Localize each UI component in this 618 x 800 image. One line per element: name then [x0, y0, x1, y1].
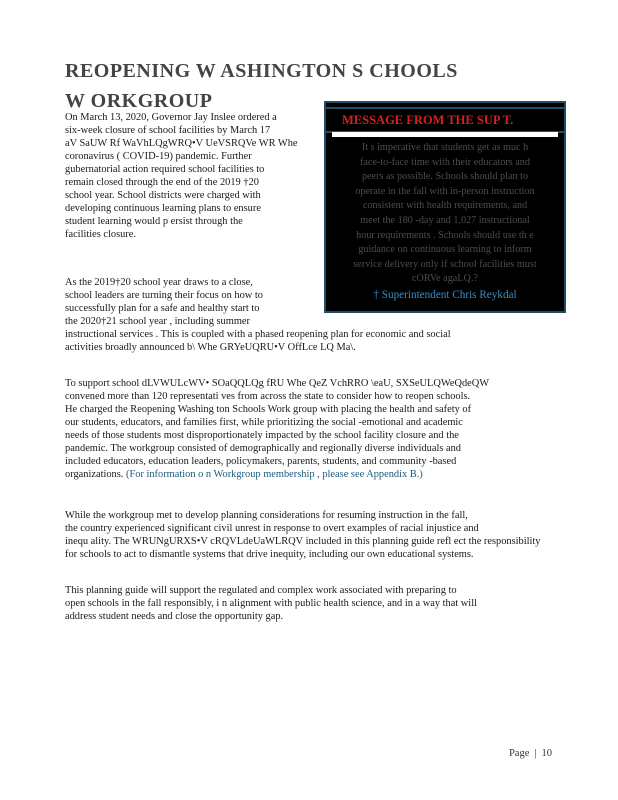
text-line: facilities closure.: [65, 229, 136, 240]
text-line: needs of those students most disproportionately impacted by the school facility closure and the: [65, 430, 459, 441]
quote-line: consistent with health requirements, and: [362, 200, 528, 212]
text-line: While the workgroup met to develop planning considerations for resuming instruction in the fall,: [65, 510, 468, 521]
text-line: address student needs and close the opportunity gap.: [65, 611, 284, 622]
quote-line: meet the 180 -day and 1,027 instructional: [360, 214, 530, 226]
text-line: To support school dLVWULcWV• SOaQQLQg fRU Whe QeZ VchRRO \eaU, SXSeULQWeQdeQW: [65, 378, 490, 389]
text-line: He charged the Reopening Washing ton Schools Work group with placing the health and safety of: [65, 404, 472, 415]
title-line-1: REOPENING W ASHINGTON S CHOOLS: [65, 60, 458, 82]
equity-paragraph: [65, 509, 540, 561]
message-box-signature: † Superintendent Chris Reykdal: [373, 289, 517, 301]
text-line: This planning guide will support the regulated and complex work associated with preparing to: [65, 585, 457, 596]
message-box-divider: [332, 132, 558, 137]
quote-line: service delivery only if school facilities must: [353, 258, 537, 270]
text-line: student learning would p ersist through the: [65, 216, 243, 227]
quote-line: face-to-face time with their educators and: [360, 156, 530, 168]
text-line: our students, educators, and families first, while prioritizing the social -emotional and academic: [65, 417, 463, 428]
planning-guide-paragraph: [65, 584, 477, 623]
page-label: Page: [508, 748, 530, 759]
page-footer: [509, 748, 552, 759]
text-line: for schools to act to dismantle systems that drive inequity, including our own educational systems.: [65, 549, 474, 560]
superintendent-message-box: [324, 101, 566, 313]
text-line: the 2020†21 school year , including summer: [65, 316, 250, 327]
text-line: gubernatorial action required school facilities to: [65, 164, 265, 175]
text-line: open schools in the fall responsibly, i n alignment with public health science, and in a way that will: [65, 598, 477, 609]
message-box-body: [332, 141, 558, 287]
quote-line: hour requirements . Schools should use th e: [356, 229, 534, 241]
text-line: [65, 468, 489, 481]
intro-paragraph: [65, 111, 298, 241]
quote-line: cORVe agaLQ.?: [412, 273, 478, 285]
text-line: On March 13, 2020, Governor Jay Inslee ordered a: [65, 112, 277, 123]
appendix-b-link[interactable]: (For information o n Workgroup membership , please see Appendix B.): [125, 469, 423, 480]
text-line: successfully plan for a safe and healthy start to: [65, 303, 260, 314]
text-line: the country experienced significant civil unrest in response to overt examples of racial injustice and: [65, 523, 479, 534]
text-line: six-week closure of school facilities by March 17: [65, 125, 271, 136]
page-number: 10: [541, 748, 552, 759]
text-line: school leaders are turning their focus on how to: [65, 290, 263, 301]
text-line: inequ ality. The WRUNgURXS•V cRQVLdeUaWLRQV included in this planning guide refl ect the responsibility: [65, 536, 541, 547]
text-line: activities broadly announced b\ Whe GRYeUQRU•V OffLce LQ Ma\.: [65, 342, 356, 353]
text-line: As the 2019†20 school year draws to a close,: [65, 277, 253, 288]
text-line: included educators, education leaders, policymakers, parents, students, and community -based: [65, 456, 457, 467]
text-line: coronavirus ( COVID-19) pandemic. Further: [65, 151, 252, 162]
text-line: convened more than 120 representati ves from across the state to consider how to reopen schools.: [65, 391, 471, 402]
text-line: developing continuous learning plans to ensure: [65, 203, 261, 214]
text-line: remain closed through the end of the 2019 †20: [65, 177, 259, 188]
quote-line: operate in the fall with in-person instruction: [355, 185, 535, 197]
page-separator: |: [534, 748, 537, 759]
text-line: school year. School districts were charged with: [65, 190, 261, 201]
quote-line: peers as possible. Schools should plan to: [361, 171, 529, 183]
text-line: aV SaUW Rf WaVhLQgWRQ•V UeVSRQVe WR Whe: [65, 138, 298, 149]
message-box-heading: MESSAGE FROM THE SUP T.: [326, 107, 564, 133]
text-line: pandemic. The workgroup consisted of demographically and regionally diverse individuals and: [65, 443, 461, 454]
workgroup-paragraph: [65, 377, 489, 481]
quote-line: It s imperative that students get as muc h: [361, 142, 529, 153]
quote-line: guidance on continuous learning to inform: [358, 244, 532, 256]
title-line-2: W ORKGROUP: [65, 90, 213, 112]
text-line: instructional services . This is coupled with a phased reopening plan for economic and social: [65, 329, 451, 340]
text-line-prefix: organizations.: [65, 469, 126, 480]
